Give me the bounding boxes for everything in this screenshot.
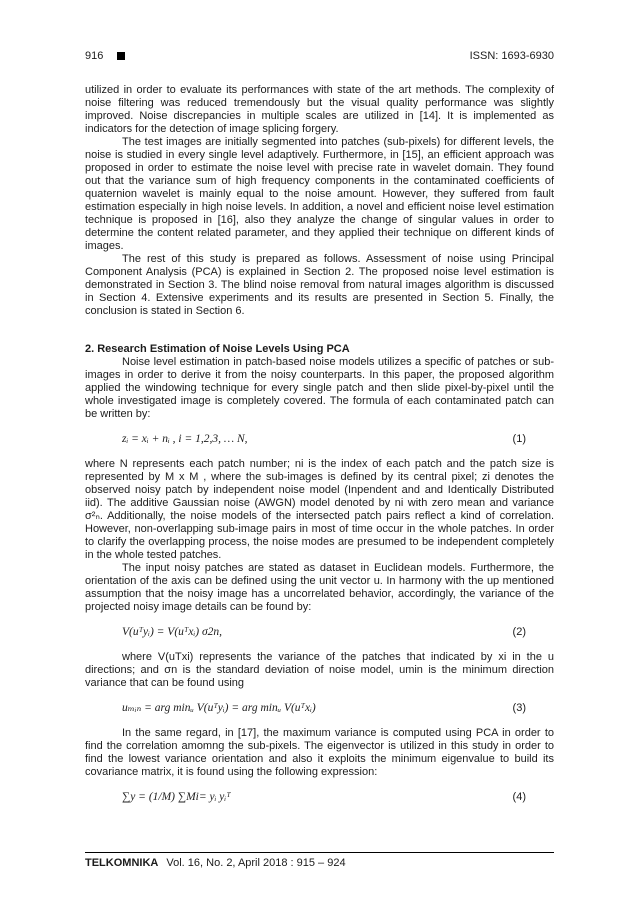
equation-4-number: (4) xyxy=(512,791,526,803)
equation-3 xyxy=(85,702,554,715)
section-heading: 2. Research Estimation of Noise Levels Using PCA xyxy=(85,343,350,355)
page-number: 916 xyxy=(85,50,104,62)
square-bullet-icon xyxy=(117,52,125,60)
paragraph-noise-level: Noise level estimation in patch-based noise models utilizes a specific of patches or sub-images in order to derive it from the noisy counterparts. In this paper, the proposed algorithm applied the windowing technique for every single patch and then slide pixel-by-pixel until the whole investigated image is completely covered. The formula of each contaminated patch can be written by: xyxy=(85,356,554,420)
issn-label: ISSN: 1693-6930 xyxy=(469,50,554,62)
journal-name: TELKOMNIKA xyxy=(85,857,159,869)
equation-2 xyxy=(85,626,554,639)
page-footer xyxy=(85,857,554,869)
paragraph-rest-of-study: The rest of this study is prepared as follows. Assessment of noise using Principal Component Analysis (PCA) is explained in Section 2. The proposed noise level estimation is demonstrated in Section 3. The blind noise removal from natural images algorithm is discussed in Section 4. Extensive experiments and its results are presented in Section 5. Finally, the conclusion is stated in Section 6. xyxy=(85,253,554,317)
paragraph-input-patches: The input noisy patches are stated as dataset in Euclidean models. Furthermore, the orientation of the axis can be defined using the unit vector u. In harmony with the up mentioned assumption that the noisy image has a uncorrelated behavior, accordingly, the variance of the projected noisy image details can be found by: xyxy=(85,562,554,613)
footer-divider xyxy=(85,852,554,853)
paragraph-test-images: The test images are initially segmented into patches (sub-pixels) for different levels, the noise is studied in every single level adaptively. Furthermore, in [15], an efficient approach was proposed in order to estimate the noise level with precise rate in wavelet domain. They found out that the variance sum of high frequency components in the contaminated coefficients of quaternion wavelet is mainly equal to the noise amount. However, they suffered from fault estimation especially in high noise levels. In addition, a novel and efficient noise level estimation technique is proposed in [16], also they analyze the change of singular values in order to determine the content related parameter, and they applied their technique on different kinds of images. xyxy=(85,136,554,252)
equation-1-body: zᵢ = xᵢ + nᵢ , i = 1,2,3, … N, xyxy=(122,433,248,445)
article-body xyxy=(85,84,554,816)
paragraph-same-regard: In the same regard, in [17], the maximum variance is computed using PCA in order to find the correlation amomng the sub-pixels. The eigenvector is utilized in this study in order to find the lowest variance orientation and also it exploits the minimum eigenvalue to build its covariance matrix, it is found using the following expression: xyxy=(85,727,554,778)
equation-3-body: uₘᵢₙ = arg minᵤ V(uᵀyᵢ) = arg minᵤ V(uᵀxᵢ) xyxy=(122,702,316,714)
footer-citation: Vol. 16, No. 2, April 2018 : 915 – 924 xyxy=(166,857,346,869)
page-header xyxy=(85,50,554,62)
equation-2-number: (2) xyxy=(512,626,526,638)
equation-2-body: V(uᵀyᵢ) = V(uᵀxᵢ) σ2n, xyxy=(122,626,223,638)
paragraph-where-n: where N represents each patch number; ni is the index of each patch and the patch size is represented by M x M , where the sub-images is defined by its central pixel; zi denotes the observed noisy patch by independent noise model (Inpendent and and Identically Distributed iid). The additive Gaussian noise (AWGN) model denoted by ni with zero mean and variance σ²ₙ. Additionally, the noise models of the intersected patch pairs reflect a kind of correlation. However, non-overlapping sub-image pairs in most of time occur in the whole patches. In order to clarify the overlapping process, the noise modes are presumed to be independent completely in the whole tested patches. xyxy=(85,458,554,561)
equation-4-body: ∑y = (1/M) ∑Mi= yᵢ yᵢᵀ xyxy=(122,791,231,803)
paragraph-intro: utilized in order to evaluate its performances with state of the art methods. The complexity of noise filtering was reduced tremendously but the visual quality performance was slightly improved. Noise discrepancies in multiple scales are utilized in [14]. It is implemented as indicators for the detection of image splicing forgery. xyxy=(85,84,554,135)
equation-1-number: (1) xyxy=(512,433,526,445)
equation-3-number: (3) xyxy=(512,702,526,714)
header-left xyxy=(85,50,125,62)
equation-1 xyxy=(85,433,554,446)
equation-4 xyxy=(85,791,554,804)
paragraph-where-v: where V(uTxi) represents the variance of the patches that indicated by xi in the u directions; and σn is the standard deviation of noise model, umin is the minimum direction variance that can be found using xyxy=(85,651,554,689)
